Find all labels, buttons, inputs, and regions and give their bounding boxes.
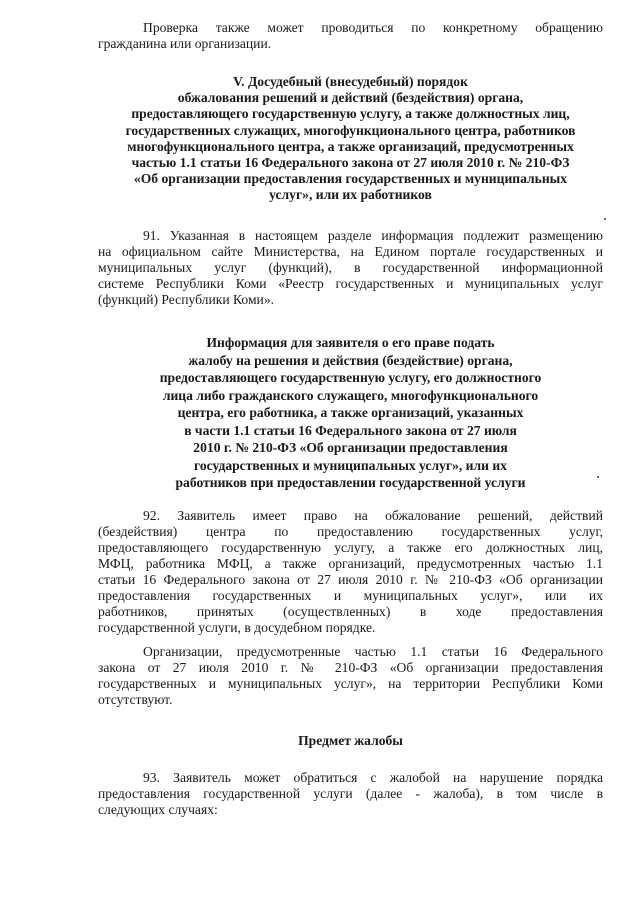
heading-line: в части 1.1 статьи 16 Федерального закона от 27 июля: [184, 422, 517, 438]
text-line: системе Республики Коми «Реестр государственных и муниципальных услуг: [98, 276, 603, 291]
heading-line: работников при предоставлении государственной услуги: [175, 475, 526, 490]
paragraph-92: [98, 508, 603, 636]
organizations-paragraph: [98, 644, 603, 708]
text-line: на официальном сайте Министерства, на Едином портале государственных и: [98, 244, 603, 259]
text-line: работников, принятых (осуществленных) в ходе предоставления: [98, 604, 603, 619]
text-line: (функций) Республики Коми».: [98, 292, 275, 307]
heading-line: лица либо гражданского служащего, многофункционального: [162, 387, 539, 403]
text-line: 91. Указанная в настоящем разделе информация подлежит размещению: [143, 228, 603, 243]
text-line: Проверка также может проводиться по конкретному обращению: [143, 20, 603, 35]
paragraph-91: [98, 228, 603, 308]
text-line: отсутствуют.: [98, 692, 173, 707]
paragraph-93: [98, 770, 603, 818]
subject-heading: [98, 733, 603, 749]
text-line: гражданина или организации.: [98, 36, 272, 51]
text-line: предоставляющего государственную услугу, а также его должностных лиц,: [98, 540, 603, 555]
info-heading: [98, 334, 603, 492]
text-line: МФЦ, работника МФЦ, а также организаций, предусмотренных частью 1.1: [98, 556, 603, 571]
heading-line: предоставляющего государственную услугу, его должностного: [159, 370, 542, 385]
heading-line: услуг», или их работников: [269, 187, 432, 203]
scan-speck: [604, 218, 606, 220]
heading-line: предоставляющего государственную услугу, а также должностных лиц,: [131, 106, 570, 122]
text-line: предоставления государственной услуги (далее - жалоба), в том числе в: [98, 786, 603, 801]
heading-line: «Об организации предоставления государственных и муниципальных: [133, 171, 568, 187]
section-v-heading: [98, 74, 603, 204]
heading-line: государственных и муниципальных услуг», или их: [194, 457, 507, 473]
text-line: Организации, предусмотренные частью 1.1 статьи 16 Федерального: [143, 644, 603, 659]
text-line: государственных и муниципальных услуг», на территории Республики Коми: [98, 676, 603, 691]
intro-paragraph: [98, 20, 603, 52]
heading-line: 2010 г. № 210-ФЗ «Об организации предоставления: [193, 440, 508, 455]
text-line: 92. Заявитель имеет право на обжалование решений, действий: [143, 508, 603, 523]
text-line: следующих случаях:: [98, 802, 218, 817]
heading-line: жалобу на решения и действия (бездействие) органа,: [188, 352, 513, 368]
heading-line: центра, его работника, а также организаций, указанных: [177, 405, 524, 420]
text-line: статьи 16 Федерального закона от 27 июля 2010 г. № 210-ФЗ «Об организации: [98, 572, 603, 587]
text-line: предоставления государственных и муниципальных услуг», или их: [98, 588, 603, 603]
text-line: муниципальных услуг (функций), в государственной информационной: [98, 260, 603, 275]
scan-speck: [597, 476, 599, 478]
heading-line: Предмет жалобы: [298, 733, 403, 748]
heading-line: многофункционального центра, а также организаций, предусмотренных: [127, 138, 574, 154]
text-line: закона от 27 июля 2010 г. № 210-ФЗ «Об организации предоставления: [98, 660, 603, 675]
text-line: 93. Заявитель может обратиться с жалобой на нарушение порядка: [143, 770, 603, 785]
heading-line: частью 1.1 статьи 16 Федерального закона от 27 июля 2010 г. № 210-ФЗ: [131, 155, 570, 171]
text-line: государственной услуги, в досудебном порядке.: [98, 620, 376, 635]
heading-line: V. Досудебный (внесудебный) порядок: [233, 74, 468, 89]
text-line: (бездействия) центра по предоставлению государственных услуг,: [98, 524, 603, 539]
heading-line: Информация для заявителя о его праве подать: [206, 335, 495, 350]
heading-line: обжалования решений и действий (бездействия) органа,: [177, 90, 524, 106]
heading-line: государственных служащих, многофункционального центра, работников: [125, 122, 576, 138]
